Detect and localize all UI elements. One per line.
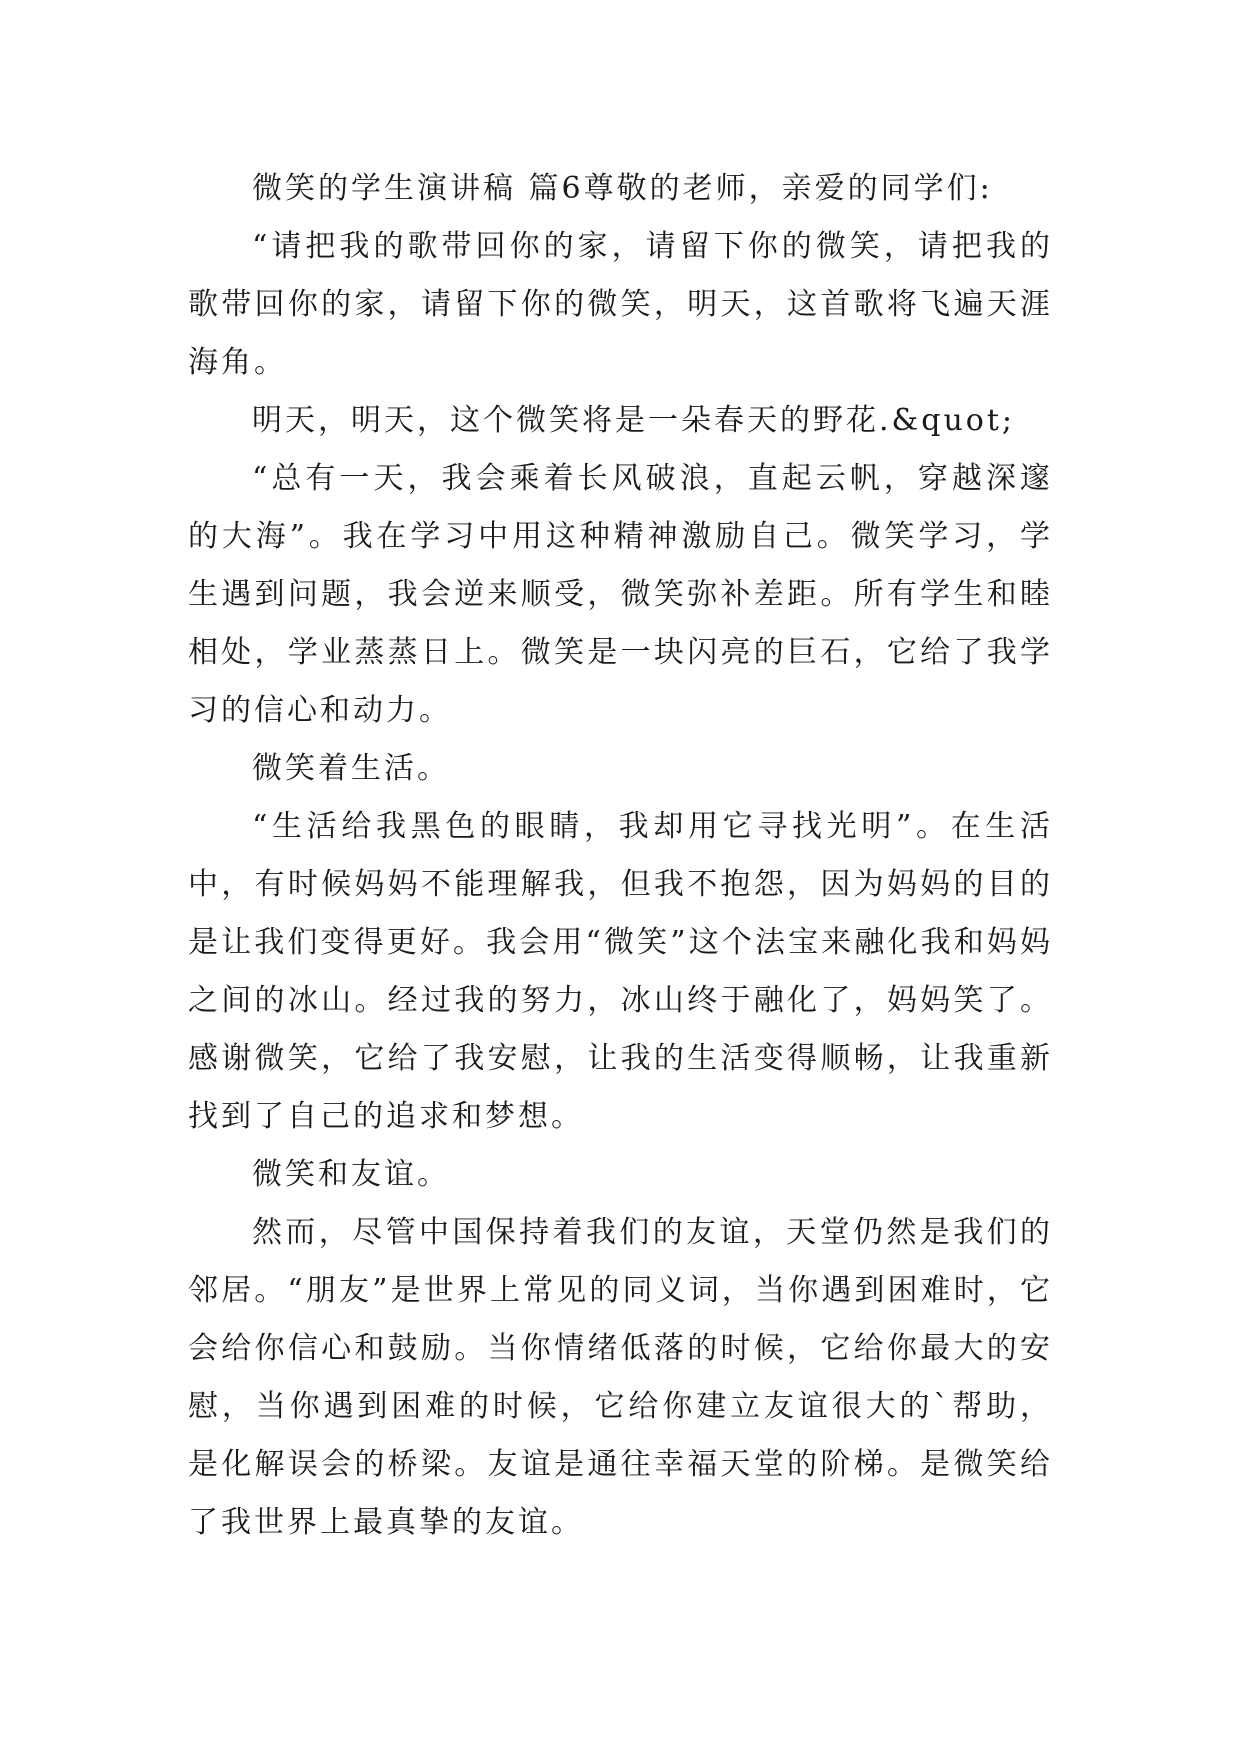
paragraph-tomorrow: 明天，明天，这个微笑将是一朵春天的野花.&quot; — [252, 403, 1015, 438]
paragraph-study: “总有一天，我会乘着长风破浪，直起云帆，穿越深邃的大海”。我在学习中用这种精神激励自己。微笑学习，学生遇到问题，我会逆来顺受，微笑弥补差距。所有学生和睦相处，学业蒸蒸日上。微笑是一块闪亮的巨石，它给了我学习的信心和动力。 — [188, 461, 1053, 728]
paragraph-friendship-heading: 微笑和友谊。 — [252, 1157, 450, 1192]
paragraph-song-quote: “请把我的歌带回你的家，请留下你的微笑，请把我的歌带回你的家，请留下你的微笑，明天，这首歌将飞遍天涯海角。 — [188, 229, 1053, 380]
paragraph-life-heading: 微笑着生活。 — [252, 751, 450, 786]
paragraph-friendship: 然而，尽管中国保持着我们的友谊，天堂仍然是我们的邻居。“朋友”是世界上常见的同义词，当你遇到困难时，它会给你信心和鼓励。当你情绪低落的时候，它给你最大的安慰，当你遇到困难的时候，它给你建立友谊很大的`帮助，是化解误会的桥梁。友谊是通往幸福天堂的阶梯。是微笑给了我世界上最真挚的友谊。 — [188, 1215, 1053, 1540]
paragraph-life: “生活给我黑色的眼睛，我却用它寻找光明”。在生活中，有时候妈妈不能理解我，但我不抱怨，因为妈妈的目的是让我们变得更好。我会用“微笑”这个法宝来融化我和妈妈之间的冰山。经过我的努力，冰山终于融化了，妈妈笑了。感谢微笑，它给了我安慰，让我的生活变得顺畅，让我重新找到了自己的追求和梦想。 — [188, 809, 1053, 1134]
document-body — [188, 160, 1053, 1552]
paragraph-title-line: 微笑的学生演讲稿 篇6尊敬的老师，亲爱的同学们: — [252, 171, 993, 206]
